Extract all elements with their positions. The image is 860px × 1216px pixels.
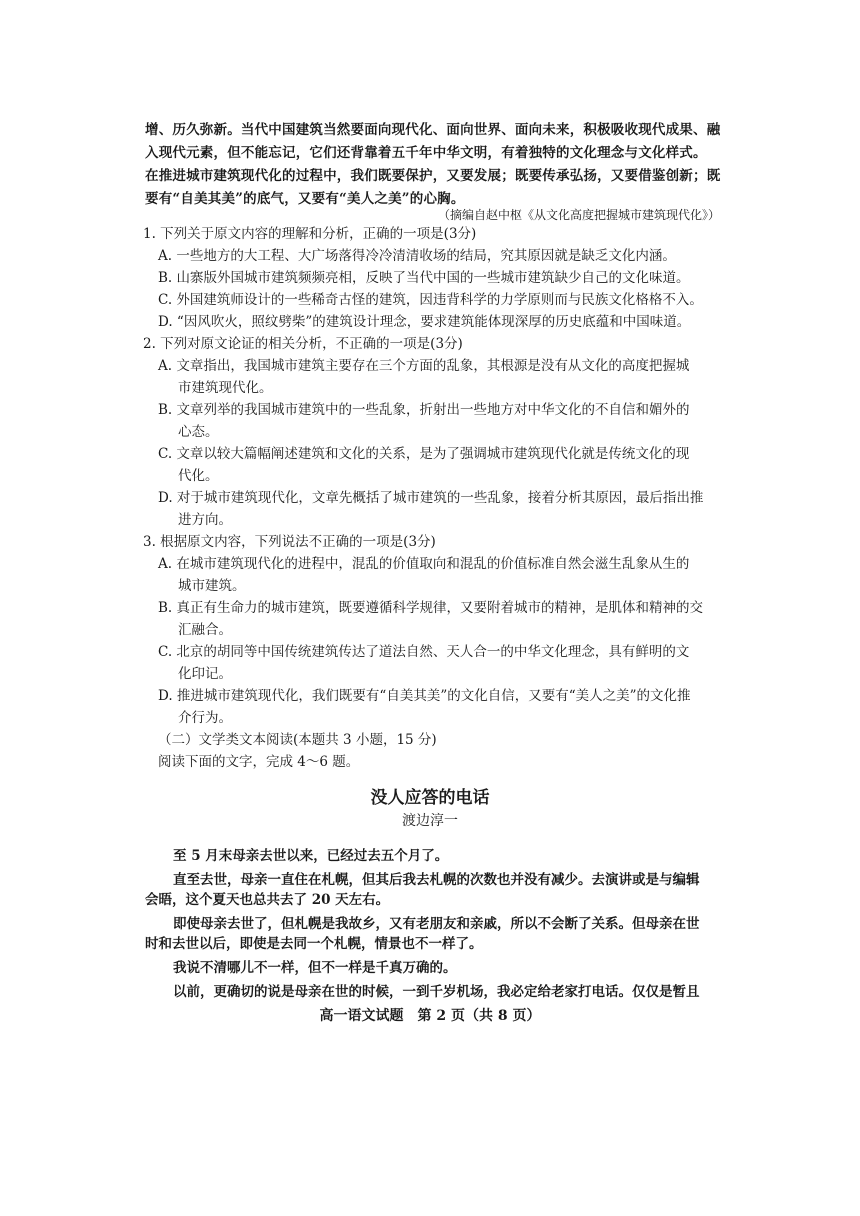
option-a-cont: 城市建筑。 bbox=[178, 578, 246, 594]
option-d-cont: 介行为。 bbox=[178, 710, 232, 726]
option-d: D. 推进城市建筑现代化，我们既要有“自美其美”的文化自信，又要有“美人之美”的文化推 bbox=[158, 688, 691, 704]
story-paragraph: 我说不清哪儿不一样，但不一样是千真万确的。 bbox=[173, 960, 457, 976]
section-heading: （二）文学类文本阅读(本题共 3 小题，15 分) bbox=[158, 732, 437, 748]
passage-line: 要有“自美其美”的底气，又要有“美人之美”的心胸。 bbox=[145, 191, 465, 207]
option-d-cont: 进方向。 bbox=[178, 512, 232, 528]
page-footer: 高一语文试题 第 2 页（共 8 页） bbox=[319, 1008, 541, 1024]
option-b: B. 山寨版外国城市建筑频频亮相，反映了当代中国的一些城市建筑缺少自己的文化味道。 bbox=[158, 270, 690, 286]
story-paragraph: 直至去世，母亲一直住在札幌，但其后我去札幌的次数也并没有减少。去演讲或是与编辑 bbox=[173, 872, 700, 888]
passage-source: （摘编自赵中枢《从文化高度把握城市建筑现代化》） bbox=[437, 208, 720, 222]
option-c: C. 北京的胡同等中国传统建筑传达了道法自然、天人合一的中华文化理念，具有鲜明的文 bbox=[158, 644, 690, 660]
story-paragraph-cont: 会晤，这个夏天也总共去了 20 天左右。 bbox=[145, 892, 390, 908]
option-c-cont: 化印记。 bbox=[178, 666, 232, 682]
option-c: C. 外国建筑师设计的一些稀奇古怪的建筑，因违背科学的力学原则而与民族文化格格不入。 bbox=[158, 292, 703, 308]
story-paragraph: 即使母亲去世了，但札幌是我故乡，又有老朋友和亲戚，所以不会断了关系。但母亲在世 bbox=[173, 916, 700, 932]
passage-line: 入现代元素，但不能忘记，它们还背靠着五千年中华文明，有着独特的文化理念与文化样式。 bbox=[145, 145, 707, 161]
option-b: B. 文章列举的我国城市建筑中的一些乱象，折射出一些地方对中华文化的不自信和媚外的 bbox=[158, 402, 690, 418]
option-d: D. 对于城市建筑现代化，文章先概括了城市建筑的一些乱象，接着分析其原因，最后指出推 bbox=[158, 490, 704, 506]
option-b-cont: 心态。 bbox=[178, 424, 219, 440]
question-stem: 3. 根据原文内容，下列说法不正确的一项是(3分) bbox=[143, 534, 436, 550]
passage-line: 增、历久弥新。当代中国建筑当然要面向现代化、面向世界、面向未来，积极吸收现代成果、融 bbox=[145, 122, 721, 138]
option-b-cont: 汇融合。 bbox=[178, 622, 232, 638]
story-title: 没人应答的电话 bbox=[370, 788, 490, 808]
option-b: B. 真正有生命力的城市建筑，既要遵循科学规律，又要附着城市的精神，是肌体和精神的交 bbox=[158, 600, 704, 616]
option-d: D. “因风吹火，照纹劈柴”的建筑设计理念，要求建筑能体现深厚的历史底蕴和中国味道。 bbox=[158, 314, 691, 330]
question-stem: 1. 下列关于原文内容的理解和分析，正确的一项是(3分) bbox=[143, 226, 477, 242]
option-c: C. 文章以较大篇幅阐述建筑和文化的关系，是为了强调城市建筑现代化就是传统文化的现 bbox=[158, 446, 690, 462]
story-paragraph-cont: 时和去世以后，即使是去同一个札幌，情景也不一样了。 bbox=[145, 936, 483, 952]
option-a-cont: 市建筑现代化。 bbox=[178, 380, 273, 396]
section-instruction: 阅读下面的文字，完成 4～6 题。 bbox=[158, 754, 360, 770]
option-a: A. 文章指出，我国城市建筑主要存在三个方面的乱象，其根源是没有从文化的高度把握城 bbox=[158, 358, 690, 374]
passage-line: 在推进城市建筑现代化的过程中，我们既要保护，又要发展；既要传承弘扬，又要借鉴创新；既 bbox=[145, 168, 721, 184]
story-author: 渡边淳一 bbox=[402, 813, 458, 829]
option-c-cont: 代化。 bbox=[178, 468, 219, 484]
question-stem: 2. 下列对原文论证的相关分析，不正确的一项是(3分) bbox=[143, 336, 463, 352]
option-a: A. 在城市建筑现代化的进程中，混乱的价值取向和混乱的价值标准自然会滋生乱象从生的 bbox=[158, 556, 690, 572]
option-a: A. 一些地方的大工程、大广场落得冷冷清清收场的结局，究其原因就是缺乏文化内涵。 bbox=[158, 248, 676, 264]
story-paragraph: 以前，更确切的说是母亲在世的时候，一到千岁机场，我必定给老家打电话。仅仅是暂且 bbox=[173, 984, 700, 1000]
story-paragraph: 至 5 月末母亲去世以来，已经过去五个月了。 bbox=[173, 848, 449, 864]
